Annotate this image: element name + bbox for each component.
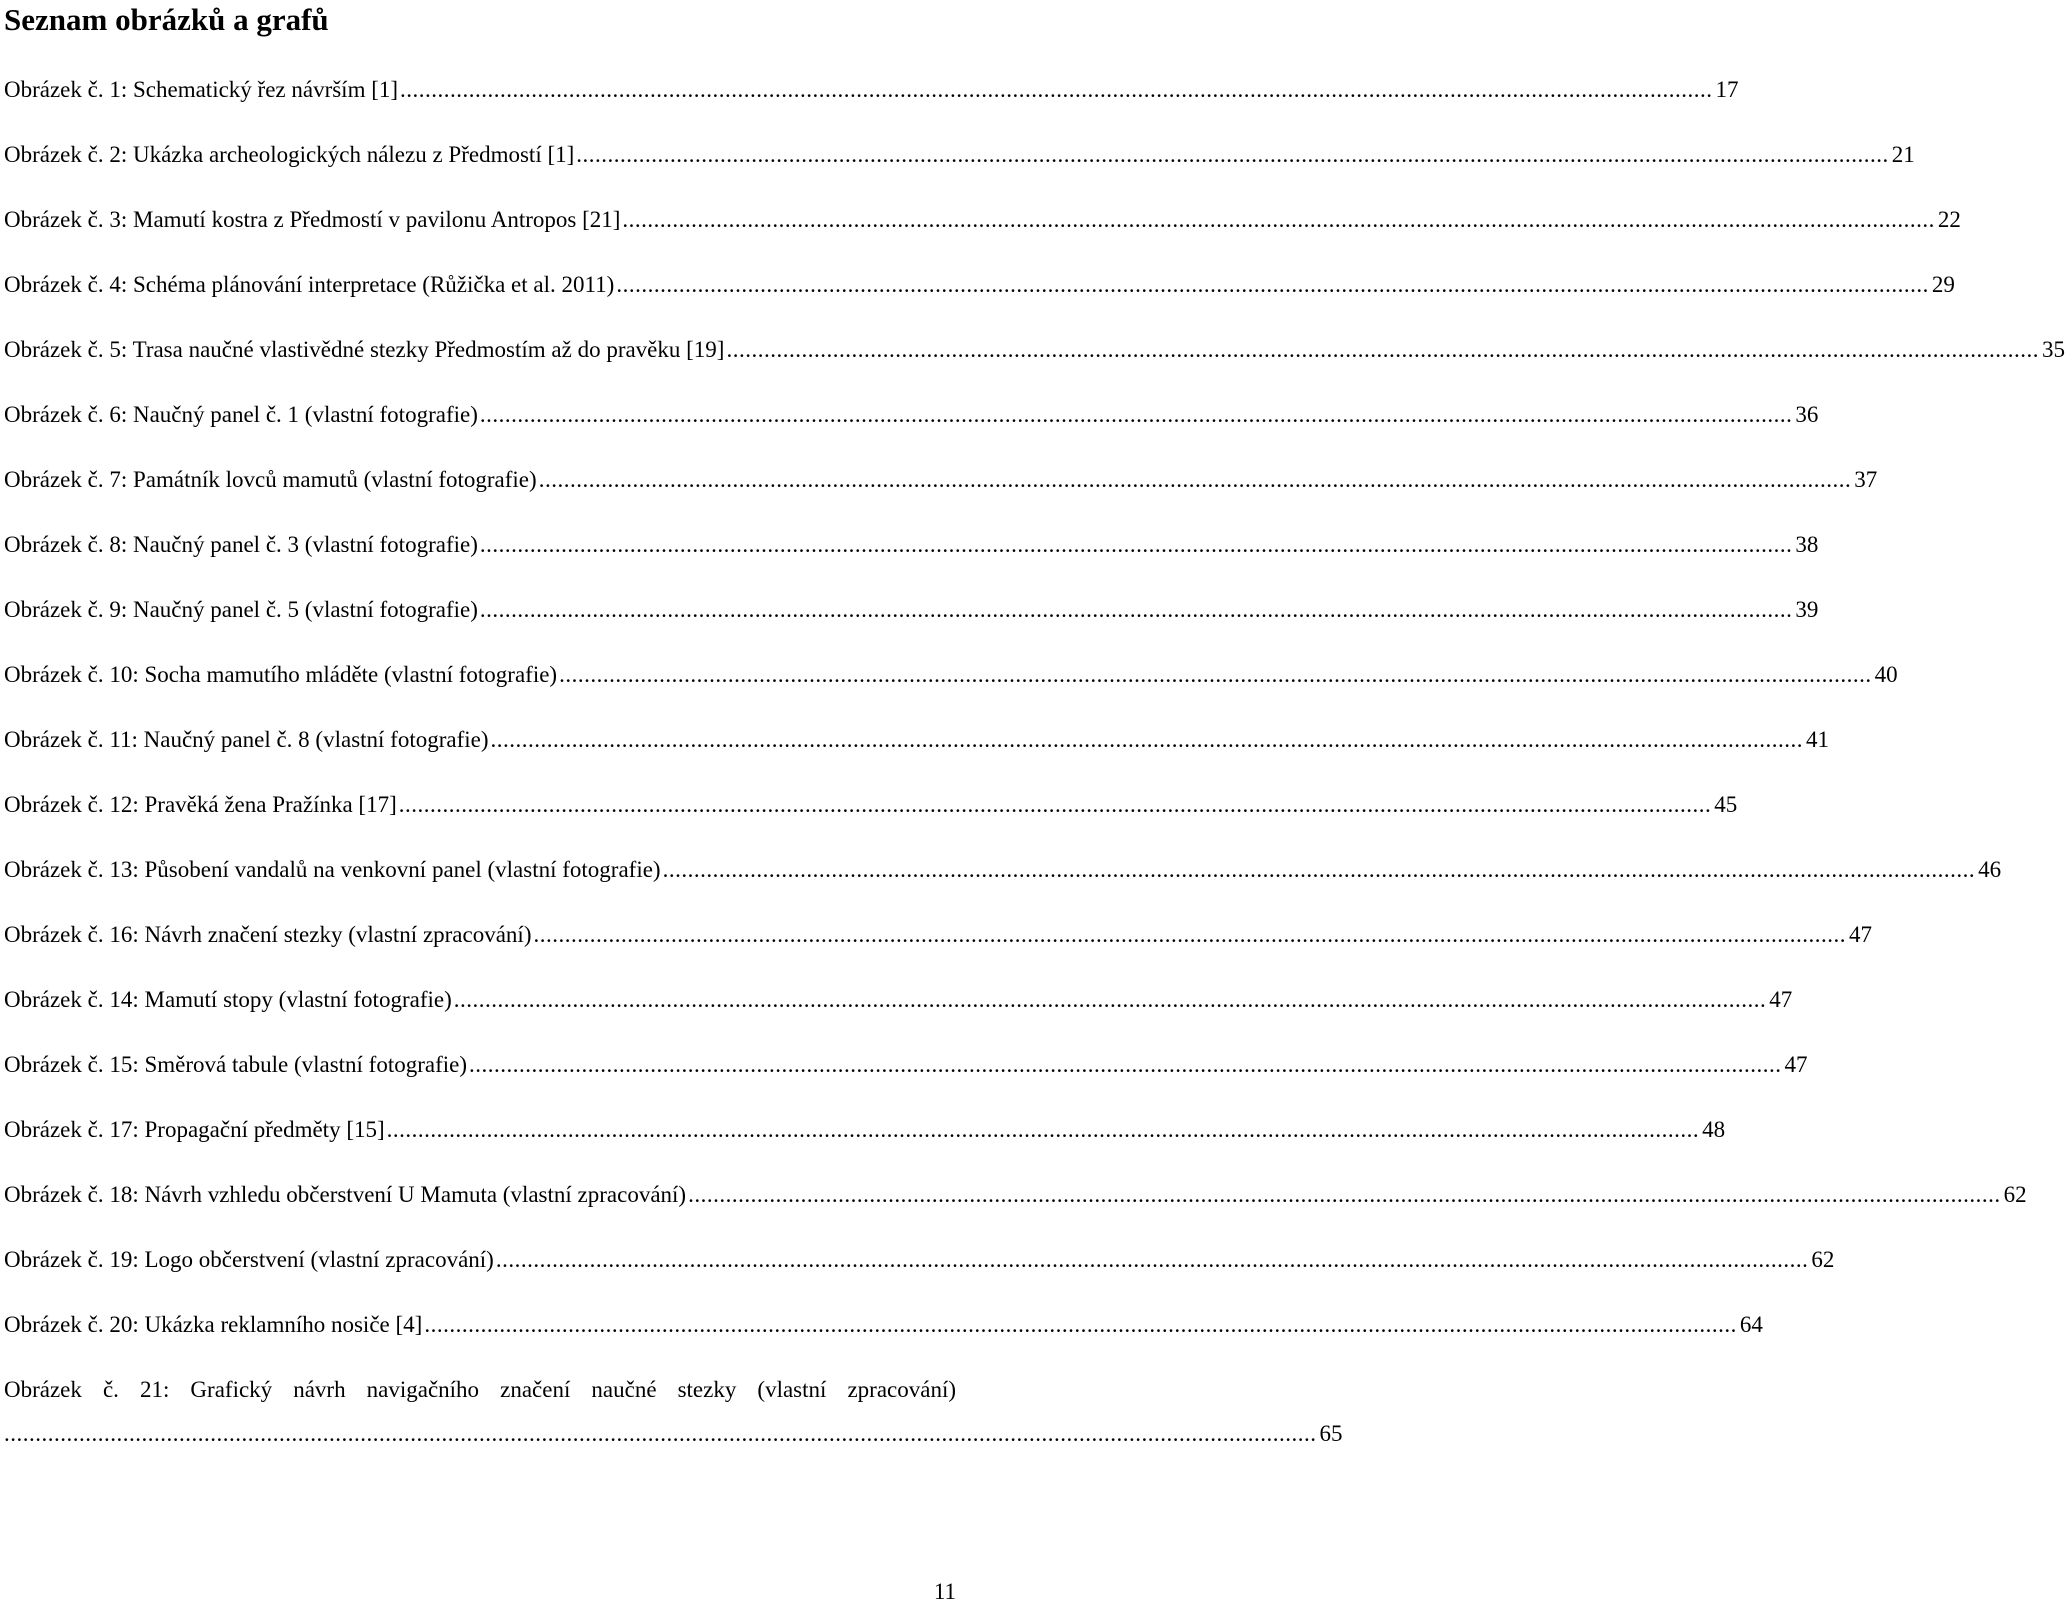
dot-leader: .................................................................................................................................................................................................................. (4, 1421, 1317, 1446)
dot-leader: .................................................................................................................................................................................................................. (469, 1052, 1782, 1077)
toc-entry-page: 39 (1795, 597, 1819, 622)
toc-entry-label: Obrázek č. 4: Schéma plánování interpretace (Růžička et al. 2011) (4, 272, 615, 297)
dot-leader: .................................................................................................................................................................................................................. (479, 402, 1793, 427)
toc-entry-9[interactable] (4, 595, 1819, 625)
toc-entry-4[interactable] (4, 270, 1955, 300)
toc-entry-label: Obrázek č. 5: Trasa naučné vlastivědné stezky Předmostím až do pravěku [19] (4, 337, 725, 362)
toc-entry-page: 46 (1978, 857, 2002, 882)
dot-leader: .................................................................................................................................................................................................................. (616, 272, 1929, 297)
footer-page-number: 11 (933, 1579, 956, 1604)
toc-entry-19[interactable] (4, 1245, 1835, 1275)
dot-leader: .................................................................................................................................................................................................................. (622, 207, 1935, 232)
toc-entry-page: 22 (1937, 207, 1961, 232)
page-title: Seznam obrázků a grafů (4, 2, 329, 37)
toc-entry-17[interactable] (4, 1115, 1726, 1145)
toc-entry-18[interactable] (4, 1180, 2027, 1210)
toc-entry-label: Obrázek č. 6: Naučný panel č. 1 (vlastní fotografie) (4, 402, 478, 427)
toc-entry-label: Obrázek č. 15: Směrová tabule (vlastní fotografie) (4, 1052, 468, 1077)
toc-entry-page: 38 (1795, 532, 1819, 557)
toc-entry-label: Obrázek č. 13: Působení vandalů na venkovní panel (vlastní fotografie) (4, 857, 661, 882)
toc-entry-16[interactable] (4, 1050, 1808, 1080)
dot-leader: .................................................................................................................................................................................................................. (576, 142, 1889, 167)
toc-entry-page: 36 (1795, 402, 1819, 427)
dot-leader: .................................................................................................................................................................................................................. (533, 922, 1846, 947)
toc-entry-11[interactable] (4, 725, 1830, 755)
dot-leader: .................................................................................................................................................................................................................. (538, 467, 1852, 492)
dot-leader: .................................................................................................................................................................................................................. (479, 532, 1793, 557)
toc-entry-3[interactable] (4, 205, 1961, 235)
toc-entry-page: 17 (1715, 77, 1739, 102)
toc-entry-page: 48 (1702, 1117, 1726, 1142)
toc-entry-label: Obrázek č. 3: Mamutí kostra z Předmostí v pavilonu Antropos [21] (4, 207, 621, 232)
toc-entry-label: Obrázek č. 19: Logo občerstvení (vlastní zpracování) (4, 1247, 494, 1272)
toc-entry-page: 29 (1931, 272, 1955, 297)
toc-entry-page: 47 (1848, 922, 1872, 947)
toc-entry-2[interactable] (4, 140, 1915, 170)
dot-leader: .................................................................................................................................................................................................................. (424, 1312, 1737, 1337)
toc-entry-label: Obrázek č. 12: Pravěká žena Pražínka [17] (4, 792, 397, 817)
toc-entry-label: Obrázek č. 2: Ukázka archeologických nálezu z Předmostí [1] (4, 142, 575, 167)
toc-entry-page: 40 (1874, 662, 1898, 687)
dot-leader: .................................................................................................................................................................................................................. (688, 1182, 2001, 1207)
toc-entry-15[interactable] (4, 985, 1793, 1015)
toc-entry-label: Obrázek č. 17: Propagační předměty [15] (4, 1117, 385, 1142)
dot-leader: .................................................................................................................................................................................................................. (400, 77, 1713, 102)
dot-leader: .................................................................................................................................................................................................................. (398, 792, 1712, 817)
dot-leader: .................................................................................................................................................................................................................. (386, 1117, 1700, 1142)
toc-entry-1[interactable] (4, 75, 1739, 105)
toc-entry-label: Obrázek č. 7: Památník lovců mamutů (vlastní fotografie) (4, 467, 537, 492)
toc-entry-page: 65 (1319, 1421, 1343, 1446)
toc-entry-label: Obrázek č. 18: Návrh vzhledu občerstvení U Mamuta (vlastní zpracování) (4, 1182, 687, 1207)
toc-entry-label: Obrázek č. 11: Naučný panel č. 8 (vlastní fotografie) (4, 727, 489, 752)
toc-entry-label: Obrázek č. 8: Naučný panel č. 3 (vlastní fotografie) (4, 532, 478, 557)
toc-entry-21[interactable] (4, 1375, 956, 1405)
toc-entry-page: 21 (1891, 142, 1915, 167)
toc-entry-label: Obrázek č. 1: Schematický řez návrším [1] (4, 77, 399, 102)
toc-entry-page: 62 (2003, 1182, 2027, 1207)
toc-entry-page: 37 (1854, 467, 1878, 492)
toc-entry-14[interactable] (4, 920, 1872, 950)
toc-entry-21-continuation[interactable] (4, 1419, 1343, 1449)
toc-entry-page: 62 (1811, 1247, 1835, 1272)
toc-entry-page: 64 (1739, 1312, 1763, 1337)
dot-leader: .................................................................................................................................................................................................................. (490, 727, 1804, 752)
dot-leader: .................................................................................................................................................................................................................. (495, 1247, 1809, 1272)
dot-leader: .................................................................................................................................................................................................................. (453, 987, 1767, 1012)
toc-entry-8[interactable] (4, 530, 1819, 560)
toc-entry-label: Obrázek č. 20: Ukázka reklamního nosiče [4] (4, 1312, 423, 1337)
toc-entry-page: 45 (1714, 792, 1738, 817)
toc-entry-page: 47 (1784, 1052, 1808, 1077)
toc-entry-20[interactable] (4, 1310, 1763, 1340)
toc-entry-12[interactable] (4, 790, 1738, 820)
toc-entry-label: Obrázek č. 14: Mamutí stopy (vlastní fotografie) (4, 987, 452, 1012)
toc-entry-label: Obrázek č. 16: Návrh značení stezky (vlastní zpracování) (4, 922, 532, 947)
toc-entry-label: Obrázek č. 9: Naučný panel č. 5 (vlastní fotografie) (4, 597, 478, 622)
dot-leader: .................................................................................................................................................................................................................. (726, 337, 2039, 362)
toc-entry-page: 41 (1806, 727, 1830, 752)
toc-entry-page: 47 (1769, 987, 1793, 1012)
dot-leader: .................................................................................................................................................................................................................. (479, 597, 1793, 622)
dot-leader: .................................................................................................................................................................................................................. (662, 857, 1976, 882)
toc-entry-6[interactable] (4, 400, 1819, 430)
toc-entry-page: 35 (2041, 337, 2065, 362)
toc-entry-label: Obrázek č. 21: Grafický návrh navigačního značení naučné stezky (vlastní zpracování) (4, 1377, 956, 1402)
toc-entry-5[interactable] (4, 335, 2065, 365)
dot-leader: .................................................................................................................................................................................................................. (559, 662, 1872, 687)
toc-entry-7[interactable] (4, 465, 1878, 495)
toc-entry-label: Obrázek č. 10: Socha mamutího mláděte (vlastní fotografie) (4, 662, 558, 687)
toc-entry-13[interactable] (4, 855, 2002, 885)
toc-entry-10[interactable] (4, 660, 1898, 690)
